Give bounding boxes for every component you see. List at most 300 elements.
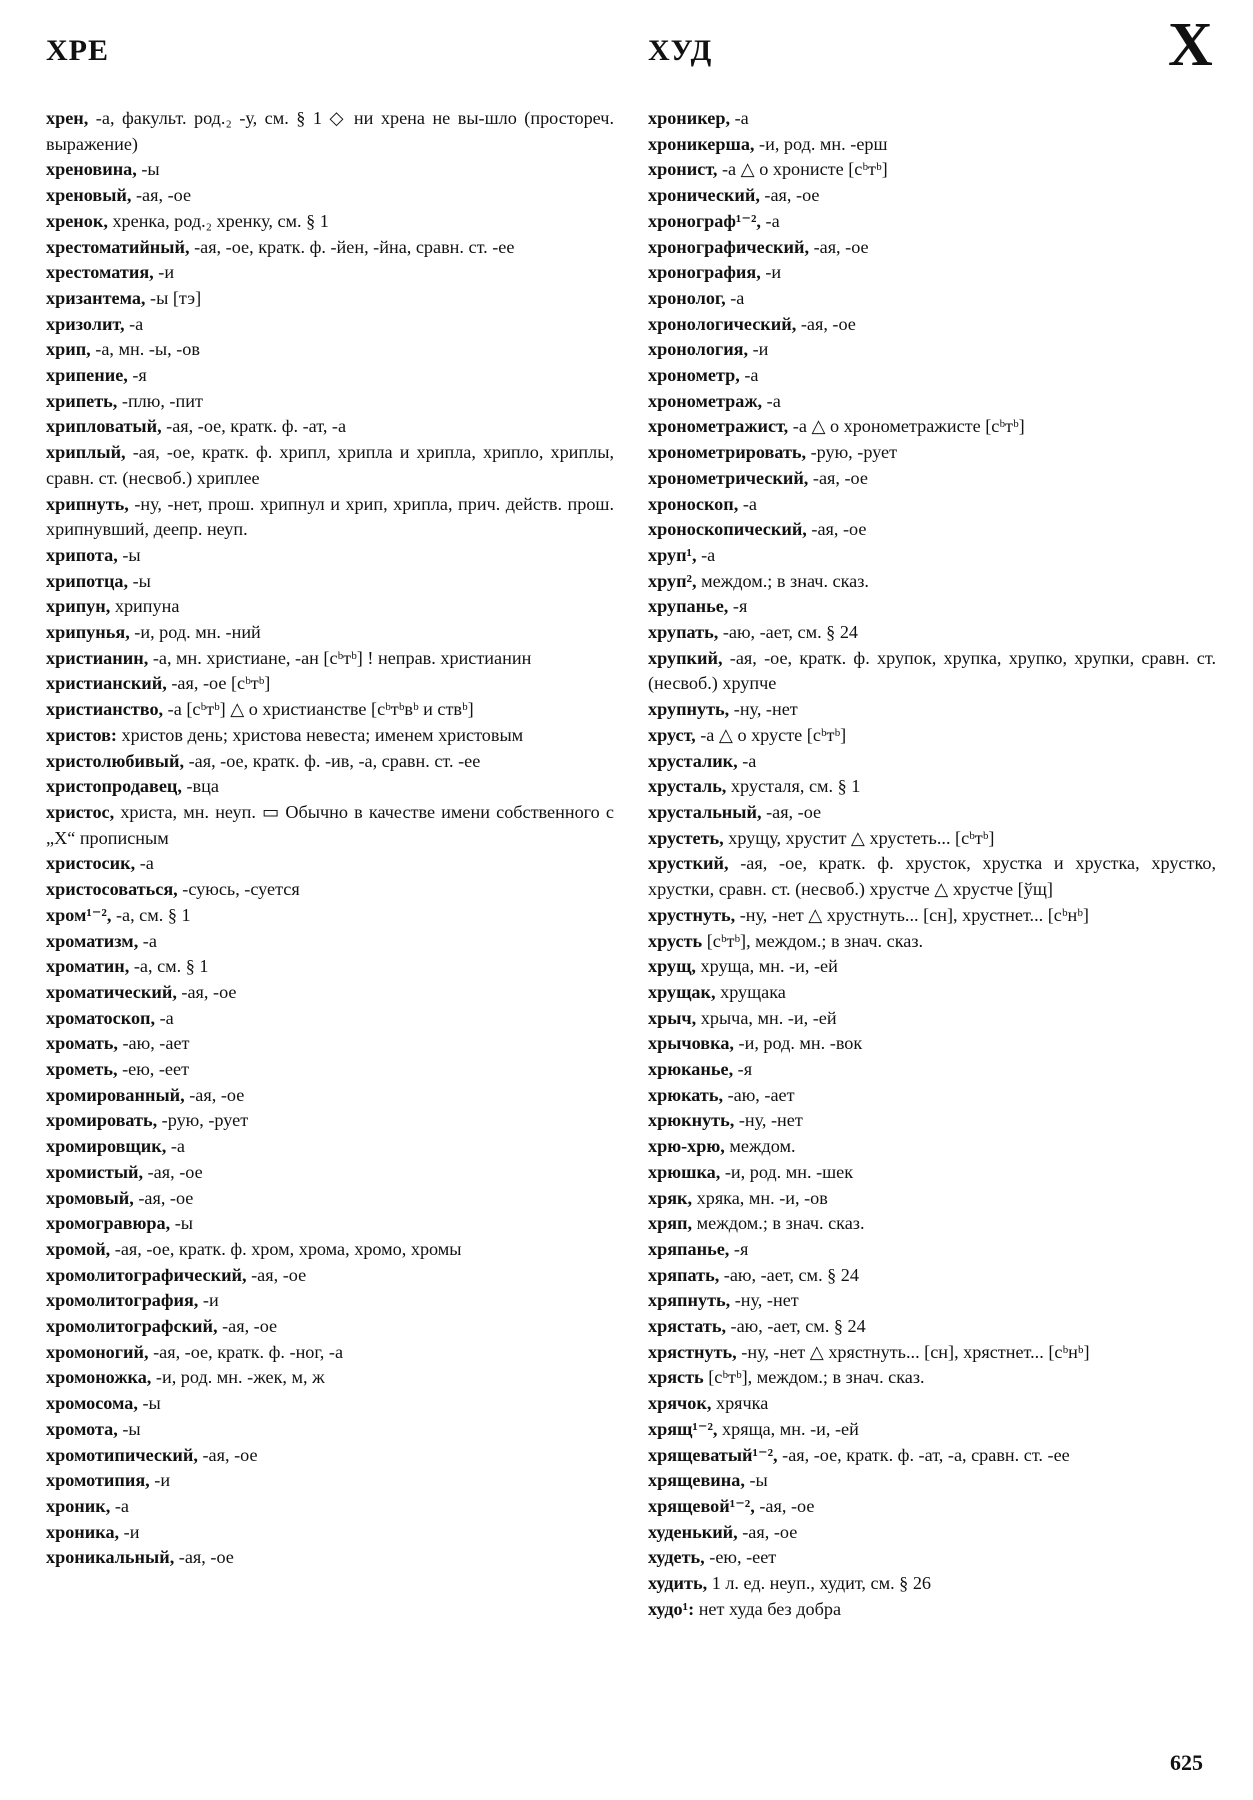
entry-headword: хромотипический, — [46, 1444, 198, 1465]
entry-definition: -ая, -ое — [808, 467, 868, 488]
entry-headword: хромоножка, — [46, 1367, 152, 1388]
entry-definition: -ы — [170, 1213, 193, 1234]
entry-headword: хронология, — [648, 339, 749, 360]
dictionary-entry — [648, 1417, 1216, 1443]
entry-definition: хруща, мн. -и, -ей — [695, 956, 838, 977]
entry-definition: -а [сᵇтᵇ] △ о христианстве [сᵇтᵇвᵇ и ствᵇ] — [163, 699, 474, 720]
entry-definition: -а △ о хрусте [сᵇтᵇ] — [695, 724, 847, 745]
entry-headword: христианство, — [46, 699, 164, 720]
entry-headword: хруп¹, — [648, 544, 697, 565]
entry-definition: -а — [138, 930, 157, 951]
entry-definition: -ну, -нет — [730, 1290, 799, 1311]
entry-headword: худить, — [648, 1573, 708, 1594]
entry-definition: -ая, -ое — [184, 1084, 245, 1105]
entry-definition: -и, род. мн. -вок — [733, 1033, 863, 1054]
entry-headword: хрупнуть, — [648, 699, 730, 720]
entry-headword: хронолог, — [648, 287, 726, 308]
entry-definition: -ая, -ое — [806, 519, 867, 540]
entry-definition: -ая, -ое — [197, 1444, 258, 1465]
dictionary-entry — [46, 1211, 614, 1237]
entry-headword: хромистый, — [46, 1161, 144, 1182]
entry-headword: хромолитографический, — [46, 1264, 247, 1285]
entry-definition: -аю, -ает, см. § 24 — [718, 622, 859, 643]
entry-headword: хрычовка, — [648, 1033, 734, 1054]
entry-headword: хрупкий, — [648, 647, 723, 668]
dictionary-entry — [46, 1417, 614, 1443]
dictionary-entry — [46, 1031, 614, 1057]
entry-definition: -а — [730, 108, 749, 128]
entry-definition: 1 л. ед. неуп., худит, см. § 26 — [707, 1573, 932, 1594]
entry-headword: христов: — [46, 724, 117, 745]
dictionary-entry — [648, 1365, 1216, 1391]
entry-headword: хрометь, — [46, 1059, 118, 1080]
entry-headword: хрестоматия, — [46, 262, 154, 283]
entry-headword: худеть, — [648, 1547, 705, 1568]
dictionary-entry — [46, 260, 614, 286]
entry-definition: христа, мн. неуп. ▭ Обычно в качестве имени собственного с „Х“ прописным — [46, 801, 614, 848]
entry-headword: хронист, — [648, 159, 718, 180]
entry-definition: -а — [738, 493, 757, 514]
entry-headword: хроноскопический, — [648, 519, 807, 540]
entry-headword: хризантема, — [46, 287, 146, 308]
dictionary-entry — [46, 620, 614, 646]
entry-headword: хряп, — [648, 1213, 693, 1234]
dictionary-entry — [648, 389, 1216, 415]
entry-headword: хренок, — [46, 210, 108, 231]
entry-definition: -а — [760, 210, 780, 231]
entry-definition: -ая, -ое — [246, 1264, 307, 1285]
entry-headword: хроматический, — [46, 981, 177, 1002]
entry-headword: хрустнуть, — [648, 904, 736, 925]
dictionary-entry — [648, 414, 1216, 440]
entry-headword: худо¹: — [648, 1598, 695, 1619]
entry-headword: хронометраж, — [648, 390, 763, 411]
dictionary-entry — [648, 1006, 1216, 1032]
entry-headword: хрипловатый, — [46, 416, 162, 437]
dictionary-entry — [46, 1083, 614, 1109]
dictionary-entry — [648, 929, 1216, 955]
dictionary-entry — [648, 749, 1216, 775]
dictionary-entry — [648, 800, 1216, 826]
entry-definition: -ы — [117, 544, 141, 565]
dictionary-entry — [46, 1006, 614, 1032]
entry-headword: хромированный, — [46, 1084, 185, 1105]
entry-definition: -ая, -ое — [761, 801, 822, 822]
entry-headword: хромолитографский, — [46, 1316, 218, 1337]
entry-headword: хрюкнуть, — [648, 1110, 735, 1131]
dictionary-entry — [648, 312, 1216, 338]
entry-headword: христианин, — [46, 647, 149, 668]
entry-definition: [сᵇтᵇ], междом.; в знач. сказ. — [702, 930, 924, 951]
entry-definition: -а — [124, 313, 144, 334]
dictionary-entry — [46, 1494, 614, 1520]
entry-headword: хронометражист, — [648, 416, 789, 437]
dictionary-entry — [46, 594, 614, 620]
entry-definition: хрущу, хрустит △ хрустеть... [сᵇтᵇ] — [723, 827, 995, 848]
dictionary-entry — [46, 569, 614, 595]
entry-definition: -ая, -ое, кратк. ф. хрусток, хрустка и хрустка, хрустко, хрустки, сравн. ст. (несвоб.) хрустче △ хрустче [ўщ] — [648, 853, 1216, 900]
entry-headword: хромосома, — [46, 1393, 138, 1414]
entry-headword: хрущ, — [648, 956, 696, 977]
dictionary-entry — [648, 646, 1216, 697]
entry-headword: хронологический, — [648, 313, 797, 334]
entry-definition: -а — [155, 1007, 174, 1028]
entry-definition: -а, мн. -ы, -ов — [90, 339, 200, 360]
entry-headword: хризолит, — [46, 313, 125, 334]
entry-definition: -и — [760, 262, 782, 283]
dictionary-entry — [46, 183, 614, 209]
entry-definition: -и, род. мн. -шек — [720, 1161, 854, 1182]
entry-headword: хронический, — [648, 185, 760, 206]
entry-definition: -ая, -ое, кратк. ф. -ног, -а — [148, 1341, 344, 1362]
dictionary-entry — [648, 132, 1216, 158]
entry-definition: -а — [696, 544, 716, 565]
dictionary-entry — [46, 980, 614, 1006]
entry-definition: -ая, -ое — [133, 1187, 194, 1208]
entry-definition: хрущака — [715, 981, 786, 1002]
dictionary-entry — [46, 235, 614, 261]
dictionary-entry — [648, 1083, 1216, 1109]
dictionary-entry — [46, 1263, 614, 1289]
entry-headword: хрипеть, — [46, 390, 118, 411]
entry-definition: -рую, -рует — [157, 1110, 249, 1131]
entry-headword: хронографический, — [648, 236, 810, 257]
entry-definition: -ая, -ое — [809, 236, 869, 257]
entry-headword: хрусть — [648, 930, 703, 951]
entry-definition: междом.; в знач. сказ. — [692, 1213, 865, 1234]
entry-definition: -ая, -ое, кратк. ф. хрупок, хрупка, хрупко, хрупки, сравн. ст. (несвоб.) хрупче — [648, 647, 1216, 694]
entry-headword: хрячок, — [648, 1393, 712, 1414]
running-head-right: ХУД — [648, 34, 713, 67]
entry-definition: -ая, -ое, кратк. ф. хрипл, хрипла и хрипла, хрипло, хриплы, сравн. ст. (несвоб.) хриплее — [46, 442, 614, 488]
entry-headword: хрупанье, — [648, 596, 729, 617]
entry-headword: худенький, — [648, 1521, 738, 1542]
entry-definition: -ая, -ое — [737, 1521, 798, 1542]
dictionary-entry — [648, 106, 1216, 132]
entry-definition: -а △ о хронисте [сᵇтᵇ] — [717, 159, 888, 180]
dictionary-entry — [648, 1160, 1216, 1186]
entry-definition: -и, род. мн. -ерш — [754, 133, 888, 154]
entry-definition: -я — [728, 596, 748, 617]
entry-headword: хрусткий, — [648, 853, 729, 874]
dictionary-entry — [46, 1391, 614, 1417]
dictionary-entry — [46, 1134, 614, 1160]
entry-definition: -вца — [181, 776, 219, 797]
entry-headword: хрипение, — [46, 365, 128, 386]
entry-definition: христов день; христова невеста; именем христовым — [116, 724, 524, 745]
entry-definition: -ая, -ое — [131, 185, 192, 206]
entry-definition: -ы — [136, 159, 160, 180]
entry-definition: -ая, -ое, кратк. ф. хром, хрома, хромо, хромы — [110, 1238, 462, 1259]
dictionary-entry — [46, 851, 614, 877]
entry-headword: хруп², — [648, 570, 697, 591]
dictionary-entry — [46, 1314, 614, 1340]
entry-definition: нет худа без добра — [694, 1598, 842, 1619]
entry-headword: хроника, — [46, 1521, 120, 1542]
entry-headword: хрящеватый¹⁻², — [648, 1444, 778, 1465]
entry-headword: хромота, — [46, 1418, 118, 1439]
entry-definition: [сᵇтᵇ], междом.; в знач. сказ. — [703, 1367, 925, 1388]
entry-headword: христопродавец, — [46, 776, 182, 797]
entry-definition: -ну, -нет △ хрястнуть... [сн], хрястнет... [сᵇнᵇ] — [736, 1341, 1090, 1362]
dictionary-entry — [648, 1494, 1216, 1520]
entry-definition: -и — [153, 262, 175, 283]
entry-headword: хрюшка, — [648, 1161, 721, 1182]
entry-definition: -рую, -рует — [806, 442, 898, 463]
entry-headword: хронометрировать, — [648, 442, 807, 463]
dictionary-entry — [46, 1237, 614, 1263]
entry-headword: хрипнуть, — [46, 493, 129, 514]
entry-headword: хряпать, — [648, 1264, 720, 1285]
entry-headword: хронография, — [648, 262, 761, 283]
dictionary-entry — [46, 414, 614, 440]
dictionary-entry — [648, 492, 1216, 518]
dictionary-entry — [648, 543, 1216, 569]
entry-definition: -я — [729, 1238, 749, 1259]
entry-headword: хрящевина, — [648, 1470, 745, 1491]
entry-headword: хроникальный, — [46, 1547, 175, 1568]
dictionary-entry — [648, 1314, 1216, 1340]
dictionary-entry — [46, 1186, 614, 1212]
dictionary-entry — [46, 749, 614, 775]
entry-definition: -ая, -ое — [754, 1495, 815, 1516]
entry-headword: хроматизм, — [46, 930, 139, 951]
entry-definition: -ая, -ое, кратк. ф. -йен, -йна, сравн. ст. -ее — [189, 236, 515, 257]
entry-definition: -ы [тэ] — [145, 287, 202, 308]
entry-definition: -а — [739, 365, 759, 386]
entry-headword: хромогравюра, — [46, 1213, 171, 1234]
entry-definition: -и — [149, 1470, 171, 1491]
entry-headword: хрясть — [648, 1367, 704, 1388]
entry-headword: хруст, — [648, 724, 696, 745]
entry-headword: хрипотца, — [46, 570, 129, 591]
dictionary-entry — [648, 466, 1216, 492]
dictionary-entry — [46, 209, 614, 235]
dictionary-entry — [648, 620, 1216, 646]
dictionary-entry — [648, 1443, 1216, 1469]
entry-definition: -ая, -ое, кратк. ф. -ив, -а, сравн. ст. -ее — [184, 750, 481, 771]
entry-headword: христолюбивый, — [46, 750, 185, 771]
entry-headword: хрящевой¹⁻², — [648, 1495, 755, 1516]
dictionary-entry — [648, 440, 1216, 466]
dictionary-entry — [648, 1237, 1216, 1263]
dictionary-entry — [46, 903, 614, 929]
entry-headword: хромоногий, — [46, 1341, 149, 1362]
dictionary-entry — [648, 1288, 1216, 1314]
entry-headword: хронометр, — [648, 365, 740, 386]
dictionary-entry — [46, 543, 614, 569]
entry-definition: -ы — [137, 1393, 161, 1414]
dictionary-entry — [46, 646, 614, 672]
entry-headword: хрущак, — [648, 981, 716, 1002]
left-column — [46, 106, 614, 1571]
entry-headword: хромолитография, — [46, 1290, 199, 1311]
dictionary-entry — [648, 157, 1216, 183]
entry-definition: -ая, -ое, кратк. ф. -ат, -а — [161, 416, 347, 437]
entry-headword: хрусталик, — [648, 750, 738, 771]
dictionary-entry — [648, 774, 1216, 800]
dictionary-entry — [648, 1263, 1216, 1289]
dictionary-entry — [648, 1545, 1216, 1571]
entry-definition: междом.; в знач. сказ. — [696, 570, 869, 591]
dictionary-entry — [648, 286, 1216, 312]
entry-definition: -а, мн. христиане, -ан [сᵇтᵇ] ! неправ. христианин — [148, 647, 532, 668]
dictionary-entry — [46, 1520, 614, 1546]
entry-headword: хромой, — [46, 1238, 111, 1259]
dictionary-entry — [648, 1468, 1216, 1494]
entry-headword: хряпанье, — [648, 1238, 730, 1259]
dictionary-entry — [46, 697, 614, 723]
entry-headword: хроматоскоп, — [46, 1007, 156, 1028]
dictionary-entry — [648, 1340, 1216, 1366]
entry-headword: христос, — [46, 801, 115, 822]
entry-definition: -и, род. мн. -жек, м, ж — [151, 1367, 325, 1388]
dictionary-entry — [648, 954, 1216, 980]
entry-definition: -ну, -нет △ хрустнуть... [сн], хрустнет... [сᵇнᵇ] — [735, 904, 1089, 925]
entry-definition: -ая, -ое — [796, 313, 856, 334]
dictionary-entry — [648, 723, 1216, 749]
entry-headword: хроникер, — [648, 108, 731, 128]
dictionary-entry — [46, 1160, 614, 1186]
entry-definition: -аю, -ает — [117, 1033, 190, 1054]
entry-definition: -а — [166, 1136, 185, 1157]
dictionary-entry — [46, 1443, 614, 1469]
dictionary-entry — [46, 954, 614, 980]
entry-headword: хрен, — [46, 108, 89, 128]
dictionary-entry — [46, 492, 614, 543]
dictionary-entry — [648, 569, 1216, 595]
entry-headword: христосик, — [46, 853, 136, 874]
entry-headword: хромовый, — [46, 1187, 134, 1208]
page-number: 625 — [1170, 1750, 1203, 1775]
dictionary-entry — [46, 1108, 614, 1134]
entry-definition: -ну, -нет — [729, 699, 798, 720]
entry-headword: хромировать, — [46, 1110, 158, 1131]
entry-definition: хрыча, мн. -и, -ей — [696, 1007, 837, 1028]
entry-headword: хрюканье, — [648, 1059, 734, 1080]
section-letter: Х — [1168, 11, 1213, 79]
dictionary-entry — [648, 363, 1216, 389]
entry-definition: -а, см. § 1 — [111, 904, 191, 925]
entry-headword: хронограф¹⁻², — [648, 210, 761, 231]
dictionary-entry — [46, 389, 614, 415]
entry-headword: христианский, — [46, 673, 167, 694]
entry-definition: -ну, -нет, прош. хрипнул и хрип, хрипла, прич. действ. прош. хрипнувший, деепр. неуп. — [46, 493, 614, 540]
entry-definition: -я — [733, 1059, 753, 1080]
entry-definition: хряка, мн. -и, -ов — [692, 1187, 828, 1208]
entry-definition: -ая, -ое [сᵇтᵇ] — [166, 673, 271, 694]
dictionary-entry — [46, 1468, 614, 1494]
entry-headword: хроник, — [46, 1495, 111, 1516]
entry-headword: хрустеть, — [648, 827, 724, 848]
dictionary-entry — [46, 774, 614, 800]
dictionary-entry — [648, 851, 1216, 902]
entry-definition: -ею, -еет — [704, 1547, 777, 1568]
dictionary-entry — [648, 1134, 1216, 1160]
entry-definition: -а — [110, 1495, 129, 1516]
entry-headword: хреновый, — [46, 185, 132, 206]
dictionary-entry — [46, 1340, 614, 1366]
entry-headword: хрястнуть, — [648, 1341, 737, 1362]
entry-definition: хрячка — [711, 1393, 769, 1414]
entry-definition: -ая, -ое — [759, 185, 820, 206]
entry-headword: хряк, — [648, 1187, 693, 1208]
entry-definition: -плю, -пит — [117, 390, 203, 411]
entry-definition: -а — [135, 853, 154, 874]
running-head-left: ХРЕ — [46, 34, 109, 67]
entry-headword: христосоваться, — [46, 879, 178, 900]
entry-definition: хрусталя, см. § 1 — [726, 776, 861, 797]
entry-headword: хрипота, — [46, 544, 118, 565]
dictionary-entry — [46, 440, 614, 491]
entry-headword: хрястать, — [648, 1316, 726, 1337]
dictionary-entry — [648, 1520, 1216, 1546]
dictionary-entry — [46, 800, 614, 851]
entry-definition: -ая, -ое — [143, 1161, 203, 1182]
entry-definition: -а △ о хронометражисте [сᵇтᵇ] — [788, 416, 1025, 437]
entry-definition: -и — [198, 1290, 219, 1311]
entry-definition: -а — [762, 390, 781, 411]
dictionary-entry — [648, 1211, 1216, 1237]
dictionary-entry — [46, 312, 614, 338]
entry-headword: хреновина, — [46, 159, 137, 180]
dictionary-entry — [648, 697, 1216, 723]
entry-headword: хряпнуть, — [648, 1290, 731, 1311]
entry-definition: междом. — [724, 1136, 796, 1157]
entry-definition: -ну, -нет — [734, 1110, 803, 1131]
dictionary-entry — [648, 903, 1216, 929]
dictionary-entry — [46, 1057, 614, 1083]
entry-headword: хриплый, — [46, 442, 126, 463]
entry-headword: хрустальный, — [648, 801, 762, 822]
dictionary-entry — [648, 1108, 1216, 1134]
entry-definition: -ая, -ое — [176, 981, 237, 1002]
dictionary-entry — [46, 1545, 614, 1571]
dictionary-entry — [648, 1571, 1216, 1597]
dictionary-entry — [46, 363, 614, 389]
right-column — [648, 106, 1216, 1622]
entry-definition: -я — [127, 365, 147, 386]
entry-headword: хром¹⁻², — [46, 904, 112, 925]
entry-definition: -и — [119, 1521, 140, 1542]
entry-definition: -ая, -ое, кратк. ф. -ат, -а, сравн. ст. -ее — [777, 1444, 1070, 1465]
dictionary-entry — [648, 337, 1216, 363]
entry-headword: хрипун, — [46, 596, 111, 617]
dictionary-entry — [648, 1031, 1216, 1057]
dictionary-entry — [648, 183, 1216, 209]
dictionary-entry — [46, 671, 614, 697]
entry-headword: хрип, — [46, 339, 91, 360]
entry-headword: хроникерша, — [648, 133, 755, 154]
entry-definition: -ы — [117, 1418, 141, 1439]
dictionary-entry — [648, 1186, 1216, 1212]
entry-headword: хромотипия, — [46, 1470, 150, 1491]
entry-definition: -аю, -ает, см. § 24 — [726, 1316, 866, 1337]
entry-headword: хронометрический, — [648, 467, 809, 488]
dictionary-entry — [648, 1057, 1216, 1083]
dictionary-entry — [648, 826, 1216, 852]
entry-headword: хрюкать, — [648, 1084, 724, 1105]
dictionary-entry — [46, 1365, 614, 1391]
entry-definition: -суюсь, -суется — [177, 879, 300, 900]
entry-headword: хрящ¹⁻², — [648, 1418, 718, 1439]
entry-headword: хрусталь, — [648, 776, 727, 797]
dictionary-entry — [648, 209, 1216, 235]
entry-headword: хрю-хрю, — [648, 1136, 725, 1157]
dictionary-entry — [648, 517, 1216, 543]
dictionary-entry — [648, 980, 1216, 1006]
dictionary-entry — [46, 106, 614, 157]
